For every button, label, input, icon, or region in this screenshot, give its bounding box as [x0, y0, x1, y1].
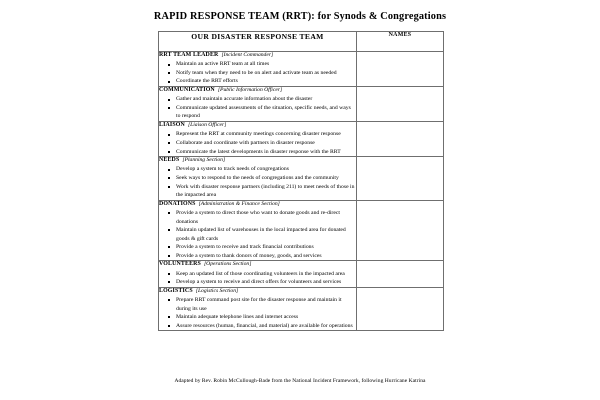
section-title: COMMUNICATION: [159, 87, 215, 94]
table-row: [159, 122, 444, 157]
section-cell: [159, 287, 357, 331]
section-title: DONATIONS: [159, 200, 196, 207]
list-item: Coordinate the RRT efforts: [159, 77, 356, 86]
list-item: Represent the RRT at community meetings concerning disaster response: [159, 130, 356, 139]
section-heading: [159, 52, 356, 59]
section-title: VOLUNTEERS: [159, 261, 201, 268]
column-header-names: NAMES: [357, 32, 444, 52]
responsibility-list: [159, 296, 356, 330]
names-entry-cell[interactable]: [357, 287, 444, 331]
list-item: Provide a system to receive and track financial contributions: [159, 243, 356, 252]
section-cell: [159, 261, 357, 287]
list-item: Work with disaster response partners (including 211) to meet needs of those in the impacted area: [159, 183, 356, 200]
section-cell: [159, 200, 357, 261]
section-cell: [159, 87, 357, 122]
section-heading: [159, 201, 356, 208]
section-title: LOGISTICS: [159, 287, 193, 294]
section-role: [Incident Commander]: [221, 52, 274, 58]
section-heading: [159, 288, 356, 295]
list-item: Develop a system to receive and direct offers for volunteers and services: [159, 278, 356, 287]
section-heading: [159, 261, 356, 268]
responsibility-list: [159, 209, 356, 260]
table-body: [159, 52, 444, 331]
list-item: Notify team when they need to be on alert and activate team as needed: [159, 69, 356, 78]
names-entry-cell[interactable]: [357, 200, 444, 261]
section-heading: [159, 87, 356, 94]
table-header: [159, 32, 444, 52]
list-item: Assure resources (human, financial, and material) are available for operations: [159, 322, 356, 331]
responsibility-list: [159, 165, 356, 199]
section-role: [Logistics Section]: [195, 287, 239, 294]
list-item: Keep an updated list of those coordinating volunteers in the impacted area: [159, 270, 356, 279]
table-row: [159, 287, 444, 331]
names-entry-cell[interactable]: [357, 52, 444, 87]
section-cell: [159, 52, 357, 87]
list-item: Provide a system to thank donors of money, goods, and services: [159, 252, 356, 261]
list-item: Communicate updated assessments of the situation, specific needs, and ways to respond: [159, 104, 356, 121]
names-entry-cell[interactable]: [357, 157, 444, 201]
responsibility-list: [159, 60, 356, 86]
responsibility-list: [159, 130, 356, 156]
names-entry-cell[interactable]: [357, 87, 444, 122]
section-heading: [159, 122, 356, 129]
list-item: Prepare RRT command post site for the disaster response and maintain it during its use: [159, 296, 356, 313]
column-header-team: OUR DISASTER RESPONSE TEAM: [159, 32, 357, 52]
responsibility-list: [159, 95, 356, 121]
names-entry-cell[interactable]: [357, 261, 444, 287]
section-heading: [159, 157, 356, 164]
section-cell: [159, 122, 357, 157]
table-header-row: [159, 32, 444, 52]
section-role: [Liaison Officer]: [187, 122, 227, 129]
list-item: Seek ways to respond to the needs of congregations and the community: [159, 174, 356, 183]
rrt-table-container: [158, 31, 443, 331]
names-entry-cell[interactable]: [357, 122, 444, 157]
section-role: [Administration & Finance Section]: [198, 200, 280, 207]
table-row: [159, 200, 444, 261]
page-title: RAPID RESPONSE TEAM (RRT): for Synods & Congregations: [153, 11, 447, 22]
list-item: Gather and maintain accurate information about the disaster: [159, 95, 356, 104]
table-row: [159, 157, 444, 201]
list-item: Collaborate and coordinate with partners in disaster response: [159, 139, 356, 148]
section-title: RRT TEAM LEADER: [159, 52, 219, 58]
table-row: [159, 52, 444, 87]
table-row: [159, 261, 444, 287]
list-item: Maintain adequate telephone lines and internet access: [159, 313, 356, 322]
list-item: Provide a system to direct those who want to donate goods and re-direct donations: [159, 209, 356, 226]
document-footer-credit: Adapted by Rev. Robin McCullough-Bade from the National Incident Framework, following Hurricane Katrina: [174, 378, 426, 384]
disaster-response-team-table: [158, 31, 444, 331]
table-row: [159, 87, 444, 122]
section-title: NEEDS: [159, 157, 180, 164]
responsibility-list: [159, 270, 356, 287]
section-role: [Public Information Officer]: [217, 87, 283, 94]
list-item: Develop a system to track needs of congregations: [159, 165, 356, 174]
section-title: LIAISON: [159, 122, 185, 129]
section-role: [Operations Section]: [203, 261, 252, 268]
list-item: Maintain updated list of warehouses in the local impacted area for donated goods & gift cards: [159, 226, 356, 243]
section-role: [Planning Section]: [182, 157, 226, 164]
section-cell: [159, 157, 357, 201]
list-item: Communicate the latest developments in disaster response with the RRT: [159, 148, 356, 157]
list-item: Maintain an active RRT team at all times: [159, 60, 356, 69]
